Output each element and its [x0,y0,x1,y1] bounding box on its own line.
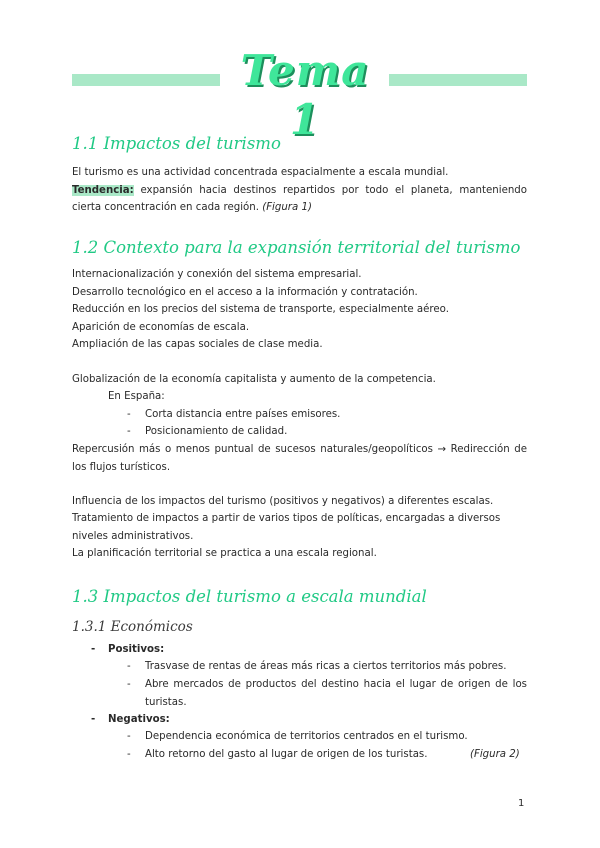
section-1-1-body [72,164,527,217]
subsection-heading-1-3-1: 1.3.1 Económicos [72,619,193,635]
positivos-label: Positivos: [108,644,165,655]
globalizacion-line: Globalización de la economía capitalista y aumento de la competencia. [72,374,436,385]
title-bar-left [72,74,220,86]
dash-bullet: - [127,426,131,437]
title-bar-right [389,74,527,86]
section-1-2-list [72,266,527,354]
page-title: Tema 1 [240,46,370,144]
influencia-line: Influencia de los impactos del turismo (positivos y negativos) a diferentes escalas. [72,496,494,507]
paragraph-line: Internacionalización y conexión del sistema empresarial. [72,269,362,280]
dash-bullet: - [127,731,131,742]
figure-ref-1: (Figura 1) [262,202,312,213]
negativo-item: Alto retorno del gasto al lugar de origen de los turistas. [145,749,428,760]
tendencia-text: expansión hacia destinos repartidos por todo el planeta, manteniendo cierta concentración en cada región. [72,184,527,213]
espana-item: Posicionamiento de calidad. [145,426,288,437]
dash-bullet: - [127,661,131,672]
dash-bullet: - [91,714,96,725]
negativos-label: Negativos: [108,714,170,725]
paragraph-line: Reducción en los precios del sistema de transporte, especialmente aéreo. [72,304,449,315]
section-heading-1-3: 1.3 Impactos del turismo a escala mundial [72,587,427,606]
dash-bullet: - [127,679,131,690]
espana-item: Corta distancia entre países emisores. [145,409,341,420]
section-heading-1-1: 1.1 Impactos del turismo [72,134,281,153]
espana-label: En España: [108,391,165,402]
dash-bullet: - [127,749,131,760]
repercusion-paragraph: Repercusión más o menos puntual de sucesos naturales/geopolíticos → Redirección de los flujos turísticos. [72,444,527,473]
section-heading-1-2: 1.2 Contexto para la expansión territorial del turismo [72,238,521,257]
positivo-item: Abre mercados de productos del destino hacia el lugar de origen de los turistas. [145,679,527,708]
negativo-item: Dependencia económica de territorios centrados en el turismo. [145,731,468,742]
positivo-item: Trasvase de rentas de áreas más ricas a ciertos territorios más pobres. [145,661,507,672]
planificacion-line: La planificación territorial se practica a una escala regional. [72,548,377,559]
paragraph-line: El turismo es una actividad concentrada espacialmente a escala mundial. [72,167,449,178]
page-number: 1 [518,798,525,809]
paragraph-line: Desarrollo tecnológico en el acceso a la información y contratación. [72,286,418,298]
tratamiento-paragraph: Tratamiento de impactos a partir de varios tipos de políticas, encargadas a diversos niveles administrativos. [72,513,501,542]
figure-ref-2: (Figura 2) [470,749,520,760]
tendencia-highlight: Tendencia: [72,184,134,196]
tendencia-paragraph [72,182,527,217]
dash-bullet: - [127,409,131,420]
dash-bullet: - [91,644,96,655]
paragraph-line: Aparición de economías de escala. [72,321,250,333]
paragraph-line: Ampliación de las capas sociales de clase media. [72,339,323,350]
